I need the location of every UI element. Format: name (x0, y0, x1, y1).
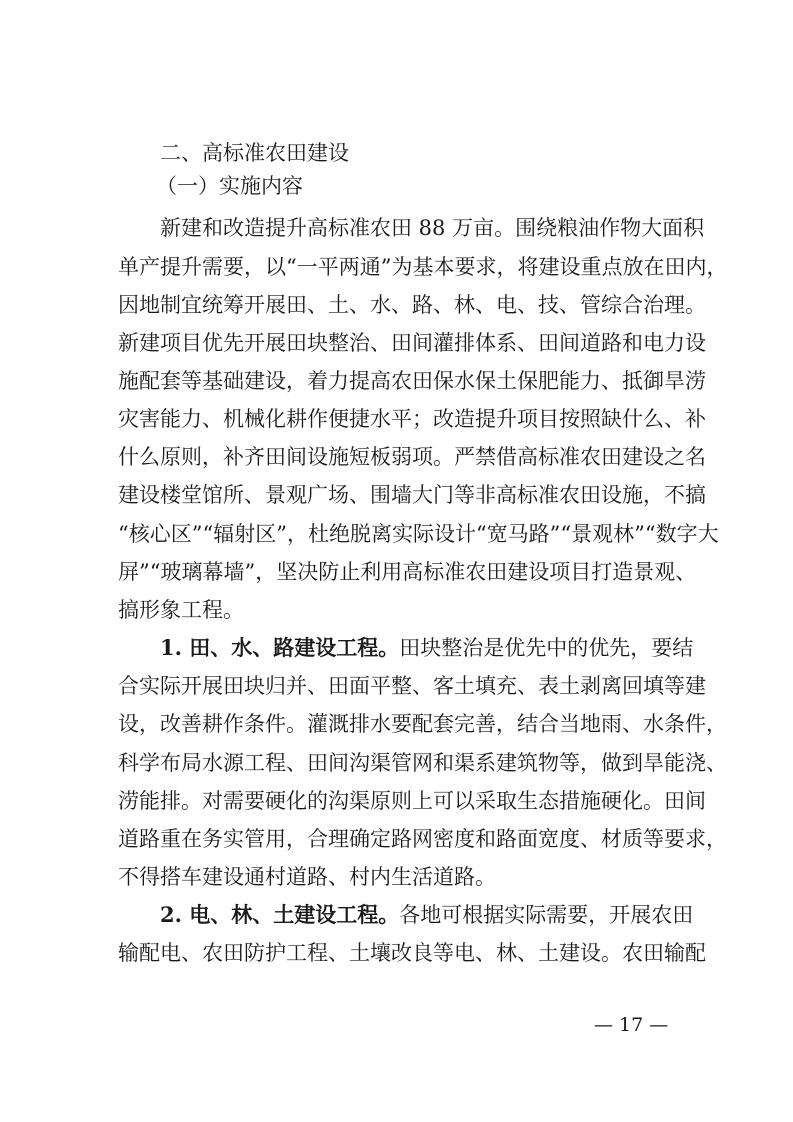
paragraph-line: 涝能排。对需要硬化的沟渠原则上可以采取生态措施硬化。田间 (118, 789, 706, 813)
paragraph-line: 建设楼堂馆所、景观广场、围墙大门等非高标准农田设施，不搞 (118, 483, 706, 507)
paragraph-line: 科学布局水源工程、田间沟渠管网和渠系建筑物等，做到旱能浇、 (118, 751, 727, 775)
page-number: — 17 — (594, 1014, 669, 1036)
paragraph-line: 设，改善耕作条件。灌溉排水要配套完善，结合当地雨、水条件， (118, 712, 727, 736)
paragraph-line: “核心区”“辐射区”，杜绝脱离实际设计“宽马路”“景观林”“数字大 (118, 522, 719, 546)
paragraph-line: 搞形象工程。 (118, 598, 244, 622)
item-text: 田块整治是优先中的优先，要结 (399, 636, 694, 660)
paragraph-line: 屏”“玻璃幕墙”，坚决防止利用高标准农田建设项目打造景观、 (118, 560, 697, 584)
paragraph-line: 新建项目优先开展田块整治、田间灌排体系、田间道路和电力设 (118, 331, 706, 355)
paragraph-line: 什么原则，补齐田间设施短板弱项。严禁借高标准农田建设之名 (118, 445, 706, 469)
paragraph-line: 单产提升需要，以“一平两通”为基本要求，将建设重点放在田内， (118, 255, 728, 279)
item-lead-bold: 1. 田、水、路建设工程。 (160, 635, 400, 660)
paragraph-line (160, 900, 694, 930)
subsection-heading: （一）实施内容 (156, 174, 303, 198)
paragraph-line: 施配套等基础建设，着力提高农田保水保土保肥能力、抵御旱涝 (118, 369, 706, 393)
paragraph-line: 灾害能力、机械化耕作便捷水平；改造提升项目按照缺什么、补 (118, 407, 706, 431)
paragraph-line: 因地制宜统筹开展田、土、水、路、林、电、技、管综合治理。 (118, 293, 706, 317)
paragraph-line: 新建和改造提升高标准农田 88 万亩。围绕粮油作物大面积 (160, 216, 705, 240)
paragraph-line: 合实际开展田块归并、田面平整、客土填充、表土剥离回填等建 (118, 674, 706, 698)
paragraph-line: 不得搭车建设通村道路、村内生活道路。 (118, 865, 496, 889)
section-heading: 二、高标准农田建设 (160, 141, 349, 165)
item-lead-bold: 2. 电、林、土建设工程。 (160, 902, 400, 927)
paragraph-line (160, 633, 694, 663)
item-text: 各地可根据实际需要，开展农田 (399, 903, 694, 927)
paragraph-line: 输配电、农田防护工程、土壤改良等电、林、土建设。农田输配 (118, 941, 706, 965)
paragraph-line: 道路重在务实管用，合理确定路网密度和路面宽度、材质等要求， (118, 827, 727, 851)
